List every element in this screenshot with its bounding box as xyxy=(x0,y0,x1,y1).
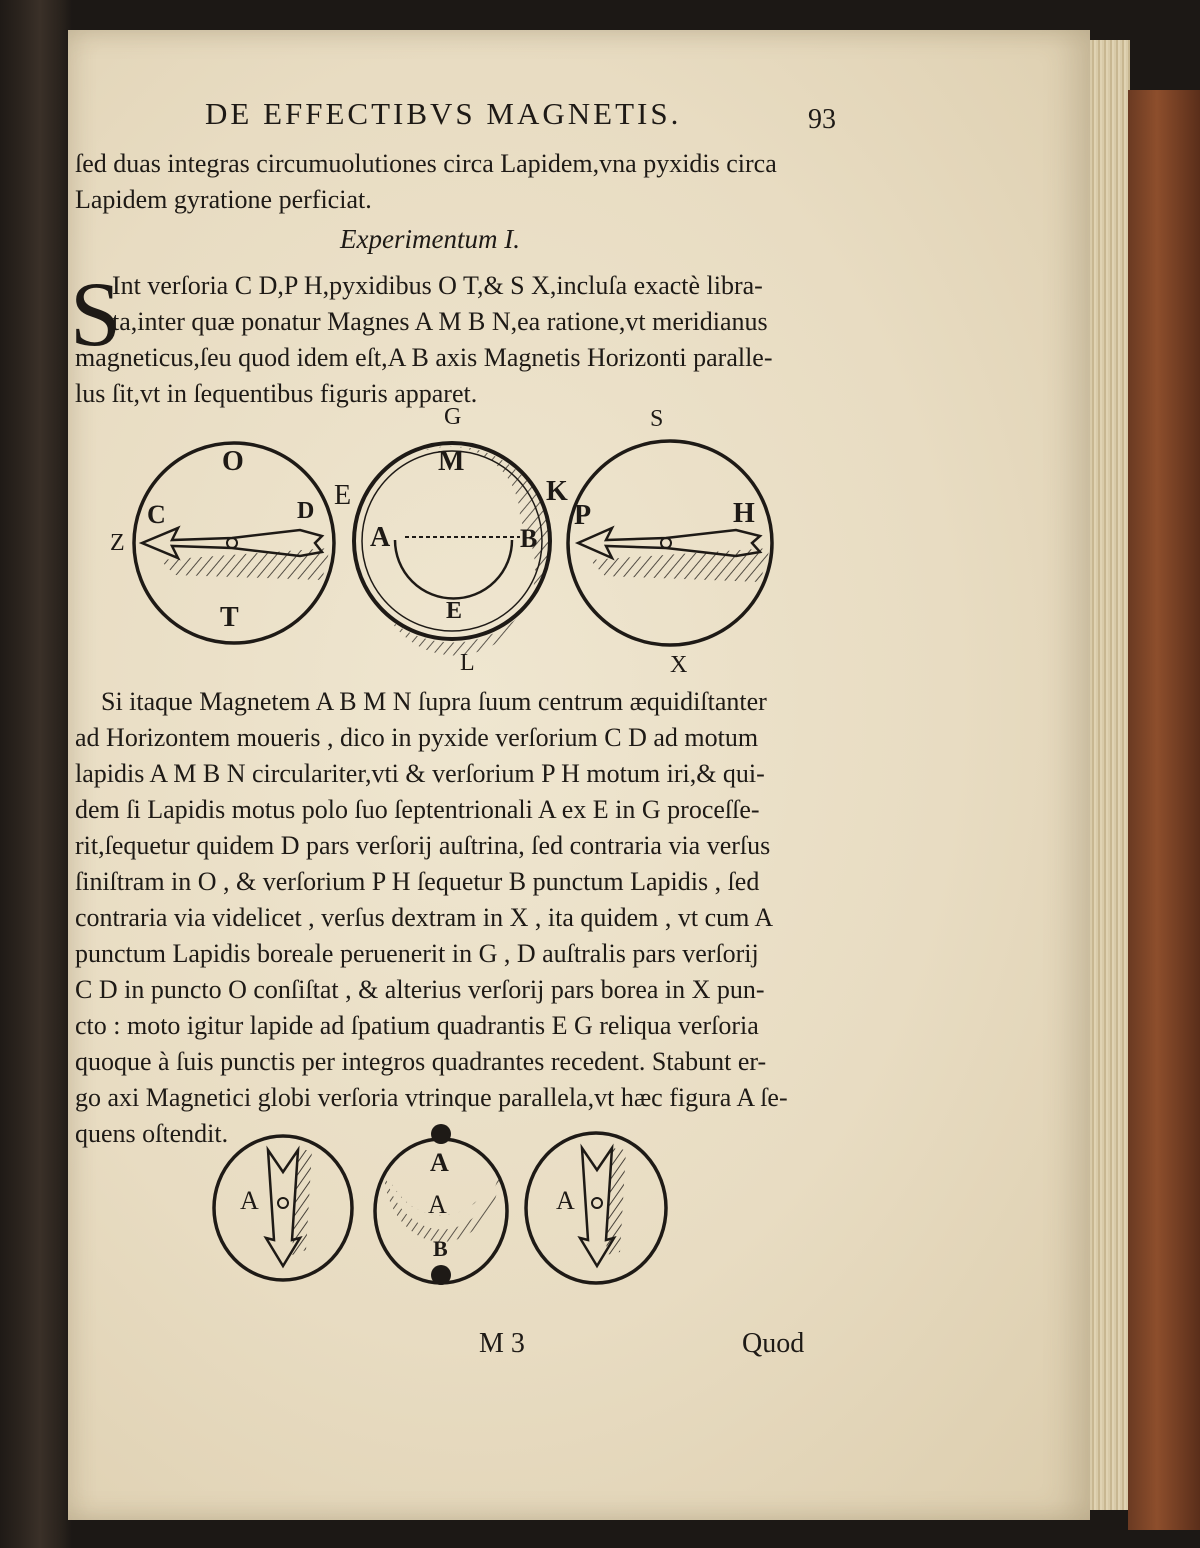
experiment-heading: Experimentum I. xyxy=(340,224,520,254)
text-line: cto : moto igitur lapide ad ſpatium quadrantis E G reliqua verſoria xyxy=(75,1011,759,1040)
text-line: Int verſoria C D,P H,pyxidibus O T,& S X,incluſa exactè libra- xyxy=(112,271,763,300)
fig1-label: P xyxy=(574,500,592,531)
fig1-label: E xyxy=(446,598,463,624)
fig1-label: S xyxy=(650,406,664,432)
text-line: quoque à ſuis punctis per integros quadrantes recedent. Stabunt er- xyxy=(75,1047,767,1076)
fig1-label: X xyxy=(670,652,688,678)
text-line: ta,inter quæ ponatur Magnes A M B N,ea ratione,vt meridianus xyxy=(112,307,768,336)
text-line: Lapidem gyratione perficiat. xyxy=(75,185,372,214)
fig1-label: H xyxy=(733,498,755,529)
fig1-label: O xyxy=(222,446,244,477)
text-line: lapidis A M B N circulariter,vti & verſorium P H motum iri,& qui- xyxy=(75,759,765,788)
fig2-label: A xyxy=(428,1190,447,1219)
text-line: go axi Magnetici globi verſoria vtrinque parallela,vt hæc figura A ſe- xyxy=(75,1083,788,1112)
left-small-compass xyxy=(214,1136,352,1280)
text-line: ſed duas integras circumuolutiones circa Lapidem,vna pyxidis circa xyxy=(75,149,777,178)
catchword: Quod xyxy=(742,1328,805,1359)
page-number: 93 xyxy=(808,104,836,135)
fig1-label: K xyxy=(546,476,568,507)
running-title: DE EFFECTIBVS MAGNETIS. xyxy=(205,96,682,131)
fig1-label: G xyxy=(444,404,462,430)
fig1-label: T xyxy=(220,602,239,633)
fig1-label: D xyxy=(297,498,315,524)
pole-star-icon xyxy=(431,1265,451,1285)
fig1-label: M xyxy=(438,446,465,477)
drop-cap: S xyxy=(70,263,122,365)
signature-mark: M 3 xyxy=(479,1328,525,1359)
text-line: contraria via videlicet , verſus dextram in X , ita quidem , vt cum A xyxy=(75,903,774,932)
text-line: lus ſit,vt in ſequentibus figuris apparet. xyxy=(75,379,478,408)
fig1-label: L xyxy=(460,650,475,676)
text-line: Si itaque Magnetem A B M N ſupra ſuum centrum æquidiſtanter xyxy=(101,687,767,716)
text-line: punctum Lapidis boreale peruenerit in G , D auſtralis pars verſorij xyxy=(75,939,759,968)
fig1-label: B xyxy=(520,524,538,553)
fig2-label: A xyxy=(556,1186,575,1215)
pole-star-icon xyxy=(431,1124,451,1144)
fig1-label: Z xyxy=(110,530,125,556)
text-line: rit,ſequetur quidem D pars verſorij auſtrina, ſed contraria via verſus xyxy=(75,831,771,860)
right-small-compass xyxy=(526,1133,666,1283)
fig1-label: A xyxy=(370,522,391,553)
fig2-label: A xyxy=(240,1186,259,1215)
text-line: ad Horizontem moueris , dico in pyxide verſorium C D ad motum xyxy=(75,723,759,752)
fig2-label: B xyxy=(433,1236,448,1261)
fig2-label: A xyxy=(430,1148,449,1177)
text-line: dem ſi Lapidis motus polo ſuo ſeptentrionali A ex E in G proceſſe- xyxy=(75,795,760,824)
text-line: quens oſtendit. xyxy=(75,1119,229,1148)
fig1-label: E xyxy=(334,480,352,511)
fig1-label: C xyxy=(147,500,166,529)
text-line: C D in puncto O conſiſtat , & alterius verſorij pars borea in X pun- xyxy=(75,975,765,1004)
text-line: magneticus,ſeu quod idem eſt,A B axis Magnetis Horizonti paralle- xyxy=(75,343,773,372)
text-line: ſiniſtram in O , & verſorium P H ſequetur B punctum Lapidis , ſed xyxy=(75,867,760,896)
